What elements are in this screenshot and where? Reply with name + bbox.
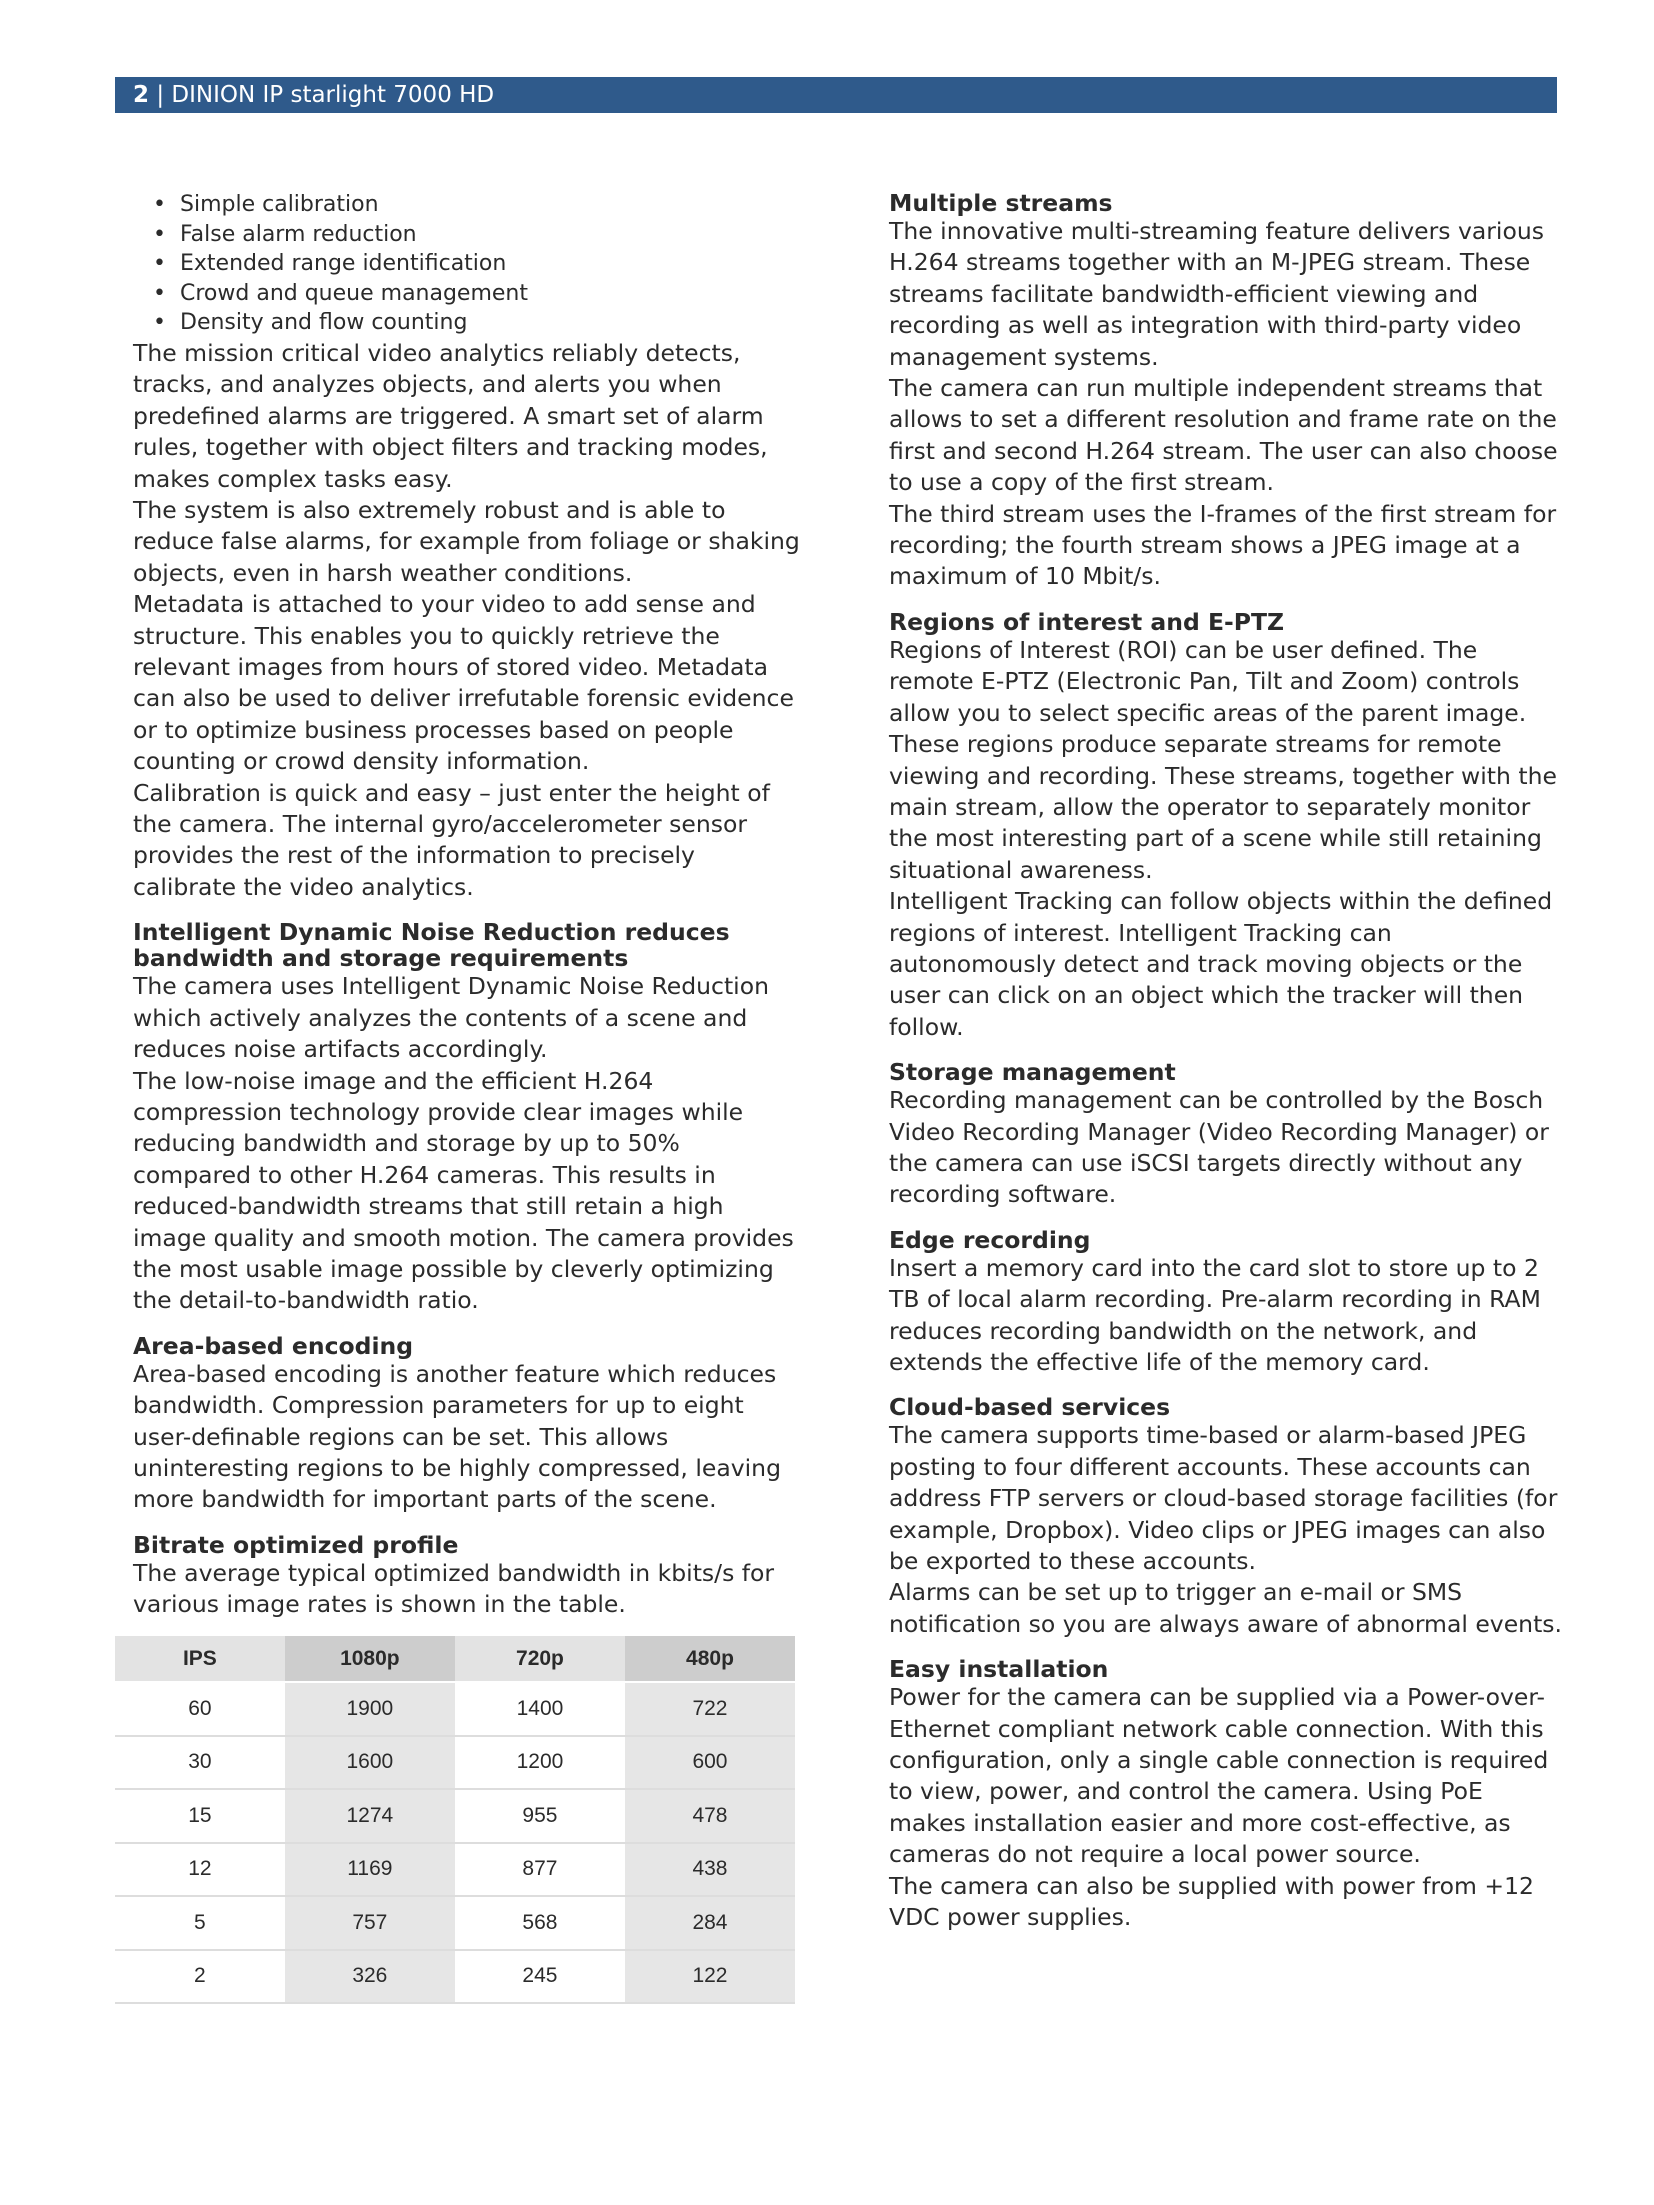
table-row: [115, 1736, 795, 1790]
calibration-paragraph: Calibration is quick and easy – just enter the height of the camera. The internal gyro/accelerometer sensor provides the rest of the information to precisely calibrate the video analytics.: [133, 778, 770, 901]
table-header-row: [115, 1636, 795, 1682]
table-cell: 1600: [285, 1736, 455, 1790]
header-separator: |: [156, 82, 165, 108]
table-cell: 12: [115, 1843, 285, 1897]
section-heading-area-encoding: Area-based encoding: [133, 1331, 414, 1360]
section-heading-cloud-services: Cloud-based services: [889, 1393, 1171, 1422]
table-cell: 722: [625, 1682, 795, 1736]
section-paragraph: Intelligent Tracking can follow objects within the defined regions of interest. Intelligent Tracking can autonomously detect and track moving objects or the user can click on an object which the tracker will then follow.: [889, 887, 1553, 1041]
section-heading-easy-installation: Easy installation: [889, 1655, 1109, 1684]
section-paragraph: The camera can run multiple independent streams that allows to set a different resolution and frame rate on the first and second H.264 stream. The user can also choose to use a copy of the first stream.: [889, 374, 1558, 497]
section-paragraph: Regions of Interest (ROI) can be user defined. The remote E-PTZ (Electronic Pan, Tilt and Zoom) controls allow you to select specific areas of the parent image. These regions produce separate streams for remote viewing and recording. These streams, together with the main stream, allow the operator to separately monitor the most interesting part of a scene while still retaining situational awareness.: [889, 635, 1557, 884]
section-paragraph: Insert a memory card into the card slot to store up to 2 TB of local alarm recording. Pre-alarm recording in RAM reduces recording bandwidth on the network, and extends the effective life of the memory card.: [889, 1253, 1541, 1376]
metadata-paragraph: Metadata is attached to your video to add sense and structure. This enables you to quickly retrieve the relevant images from hours of stored video. Metadata can also be used to deliver irrefutable forensic evidence or to optimize business processes based on people counting or crowd density information.: [133, 590, 794, 776]
table-cell: 60: [115, 1682, 285, 1736]
section-paragraph: Alarms can be set up to trigger an e-mail or SMS notification so you are always aware of abnormal events.: [889, 1578, 1562, 1638]
table-cell: 326: [285, 1950, 455, 2004]
table-cell: 1400: [455, 1682, 625, 1736]
bitrate-table: [115, 1636, 795, 2004]
section-paragraph: The camera can also be supplied with power from +12 VDC power supplies.: [889, 1871, 1534, 1932]
table-cell: 600: [625, 1736, 795, 1790]
table-cell: 30: [115, 1736, 285, 1790]
table-row: [115, 1682, 795, 1736]
product-title: DINION IP starlight 7000 HD: [171, 82, 495, 108]
table-cell: 478: [625, 1789, 795, 1843]
section-heading-multiple-streams: Multiple streams: [889, 189, 1113, 217]
section-heading-storage-management: Storage management: [889, 1058, 1176, 1087]
section-paragraph: The camera supports time-based or alarm-based JPEG posting to four different accounts. These accounts can address FTP servers or cloud-based storage facilities (for example, Dropbox). Video clips or JPEG images can also be exported to these accounts.: [889, 1421, 1558, 1576]
section-paragraph: The low-noise image and the efficient H.264 compression technology provide clear images while reducing bandwidth and storage by up to 50% compared to other H.264 cameras. This results in reduced-bandwidth streams that still retain a high image quality and smooth motion. The camera provides the most usable image possible by cleverly optimizing the detail-to-bandwidth ratio.: [133, 1066, 794, 1315]
section-paragraph: The average typical optimized bandwidth in kbits/s for various image rates is shown in the table.: [133, 1558, 775, 1619]
table-cell: 5: [115, 1896, 285, 1950]
bullet-item: • Extended range identification: [133, 249, 803, 279]
section-paragraph: The innovative multi-streaming feature delivers various H.264 streams together with an M-JPEG stream. These streams facilitate bandwidth-efficient viewing and recording as well as integration with third-party video management systems.: [889, 217, 1544, 371]
section-heading-edge-recording: Edge recording: [889, 1225, 1091, 1254]
table-cell: 1900: [285, 1682, 455, 1736]
table-cell: 757: [285, 1896, 455, 1950]
right-column: [889, 190, 1564, 1934]
feature-bullet-list: [133, 190, 803, 338]
section-heading-idnr: Intelligent Dynamic Noise Reduction reduces bandwidth and storage requirements: [133, 918, 730, 973]
table-cell: 245: [455, 1950, 625, 2004]
section-paragraph: Recording management can be controlled by the Bosch Video Recording Manager (Video Recording Manager) or the camera can use iSCSI targets directly without any recording software.: [889, 1086, 1549, 1209]
page-number: 2: [133, 82, 150, 108]
table-row: [115, 1950, 795, 2004]
column-header-ips: IPS: [115, 1636, 285, 1682]
table-row: [115, 1843, 795, 1897]
robustness-paragraph: The system is also extremely robust and is able to reduce false alarms, for example from foliage or shaking objects, even in harsh weather conditions.: [133, 496, 800, 587]
table-cell: 284: [625, 1896, 795, 1950]
section-heading-roi-eptz: Regions of interest and E-PTZ: [889, 607, 1285, 636]
table-cell: 15: [115, 1789, 285, 1843]
analytics-paragraph: The mission critical video analytics reliably detects, tracks, and analyzes objects, and alerts you when predefined alarms are triggered. A smart set of alarm rules, together with object filters and tracking modes, makes complex tasks easy.: [133, 338, 768, 493]
bullet-item: • Density and flow counting: [133, 308, 803, 338]
table-cell: 877: [455, 1843, 625, 1897]
page-header-bar: [115, 77, 1557, 113]
table-cell: 568: [455, 1896, 625, 1950]
section-paragraph: The third stream uses the I-frames of the first stream for recording; the fourth stream shows a JPEG image at a maximum of 10 Mbit/s.: [889, 499, 1557, 591]
table-cell: 2: [115, 1950, 285, 2004]
left-column: [133, 190, 803, 1621]
table-cell: 1169: [285, 1843, 455, 1897]
table-cell: 1274: [285, 1789, 455, 1843]
column-header-480p: 480p: [625, 1636, 795, 1682]
section-paragraph: Area-based encoding is another feature which reduces bandwidth. Compression parameters for up to eight user-definable regions can be set. This allows uninteresting regions to be highly compressed, leaving more bandwidth for important parts of the scene.: [133, 1359, 781, 1514]
bullet-item: • Simple calibration: [133, 190, 803, 220]
table-cell: 955: [455, 1789, 625, 1843]
table-cell: 1200: [455, 1736, 625, 1790]
column-header-720p: 720p: [455, 1636, 625, 1682]
bullet-item: • Crowd and queue management: [133, 279, 803, 309]
section-paragraph: Power for the camera can be supplied via a Power-over-Ethernet compliant network cable connection. With this configuration, only a single cable connection is required to view, power, and control the camera. Using PoE makes installation easier and more cost-effective, as cameras do not require a local power source.: [889, 1683, 1549, 1869]
table-row: [115, 1789, 795, 1843]
column-header-1080p: 1080p: [285, 1636, 455, 1682]
table-row: [115, 1896, 795, 1950]
section-heading-bitrate-profile: Bitrate optimized profile: [133, 1530, 459, 1559]
table-cell: 122: [625, 1950, 795, 2004]
section-paragraph: The camera uses Intelligent Dynamic Noise Reduction which actively analyzes the contents of a scene and reduces noise artifacts accordingly.: [133, 972, 769, 1064]
table-cell: 438: [625, 1843, 795, 1897]
bullet-item: • False alarm reduction: [133, 220, 803, 250]
